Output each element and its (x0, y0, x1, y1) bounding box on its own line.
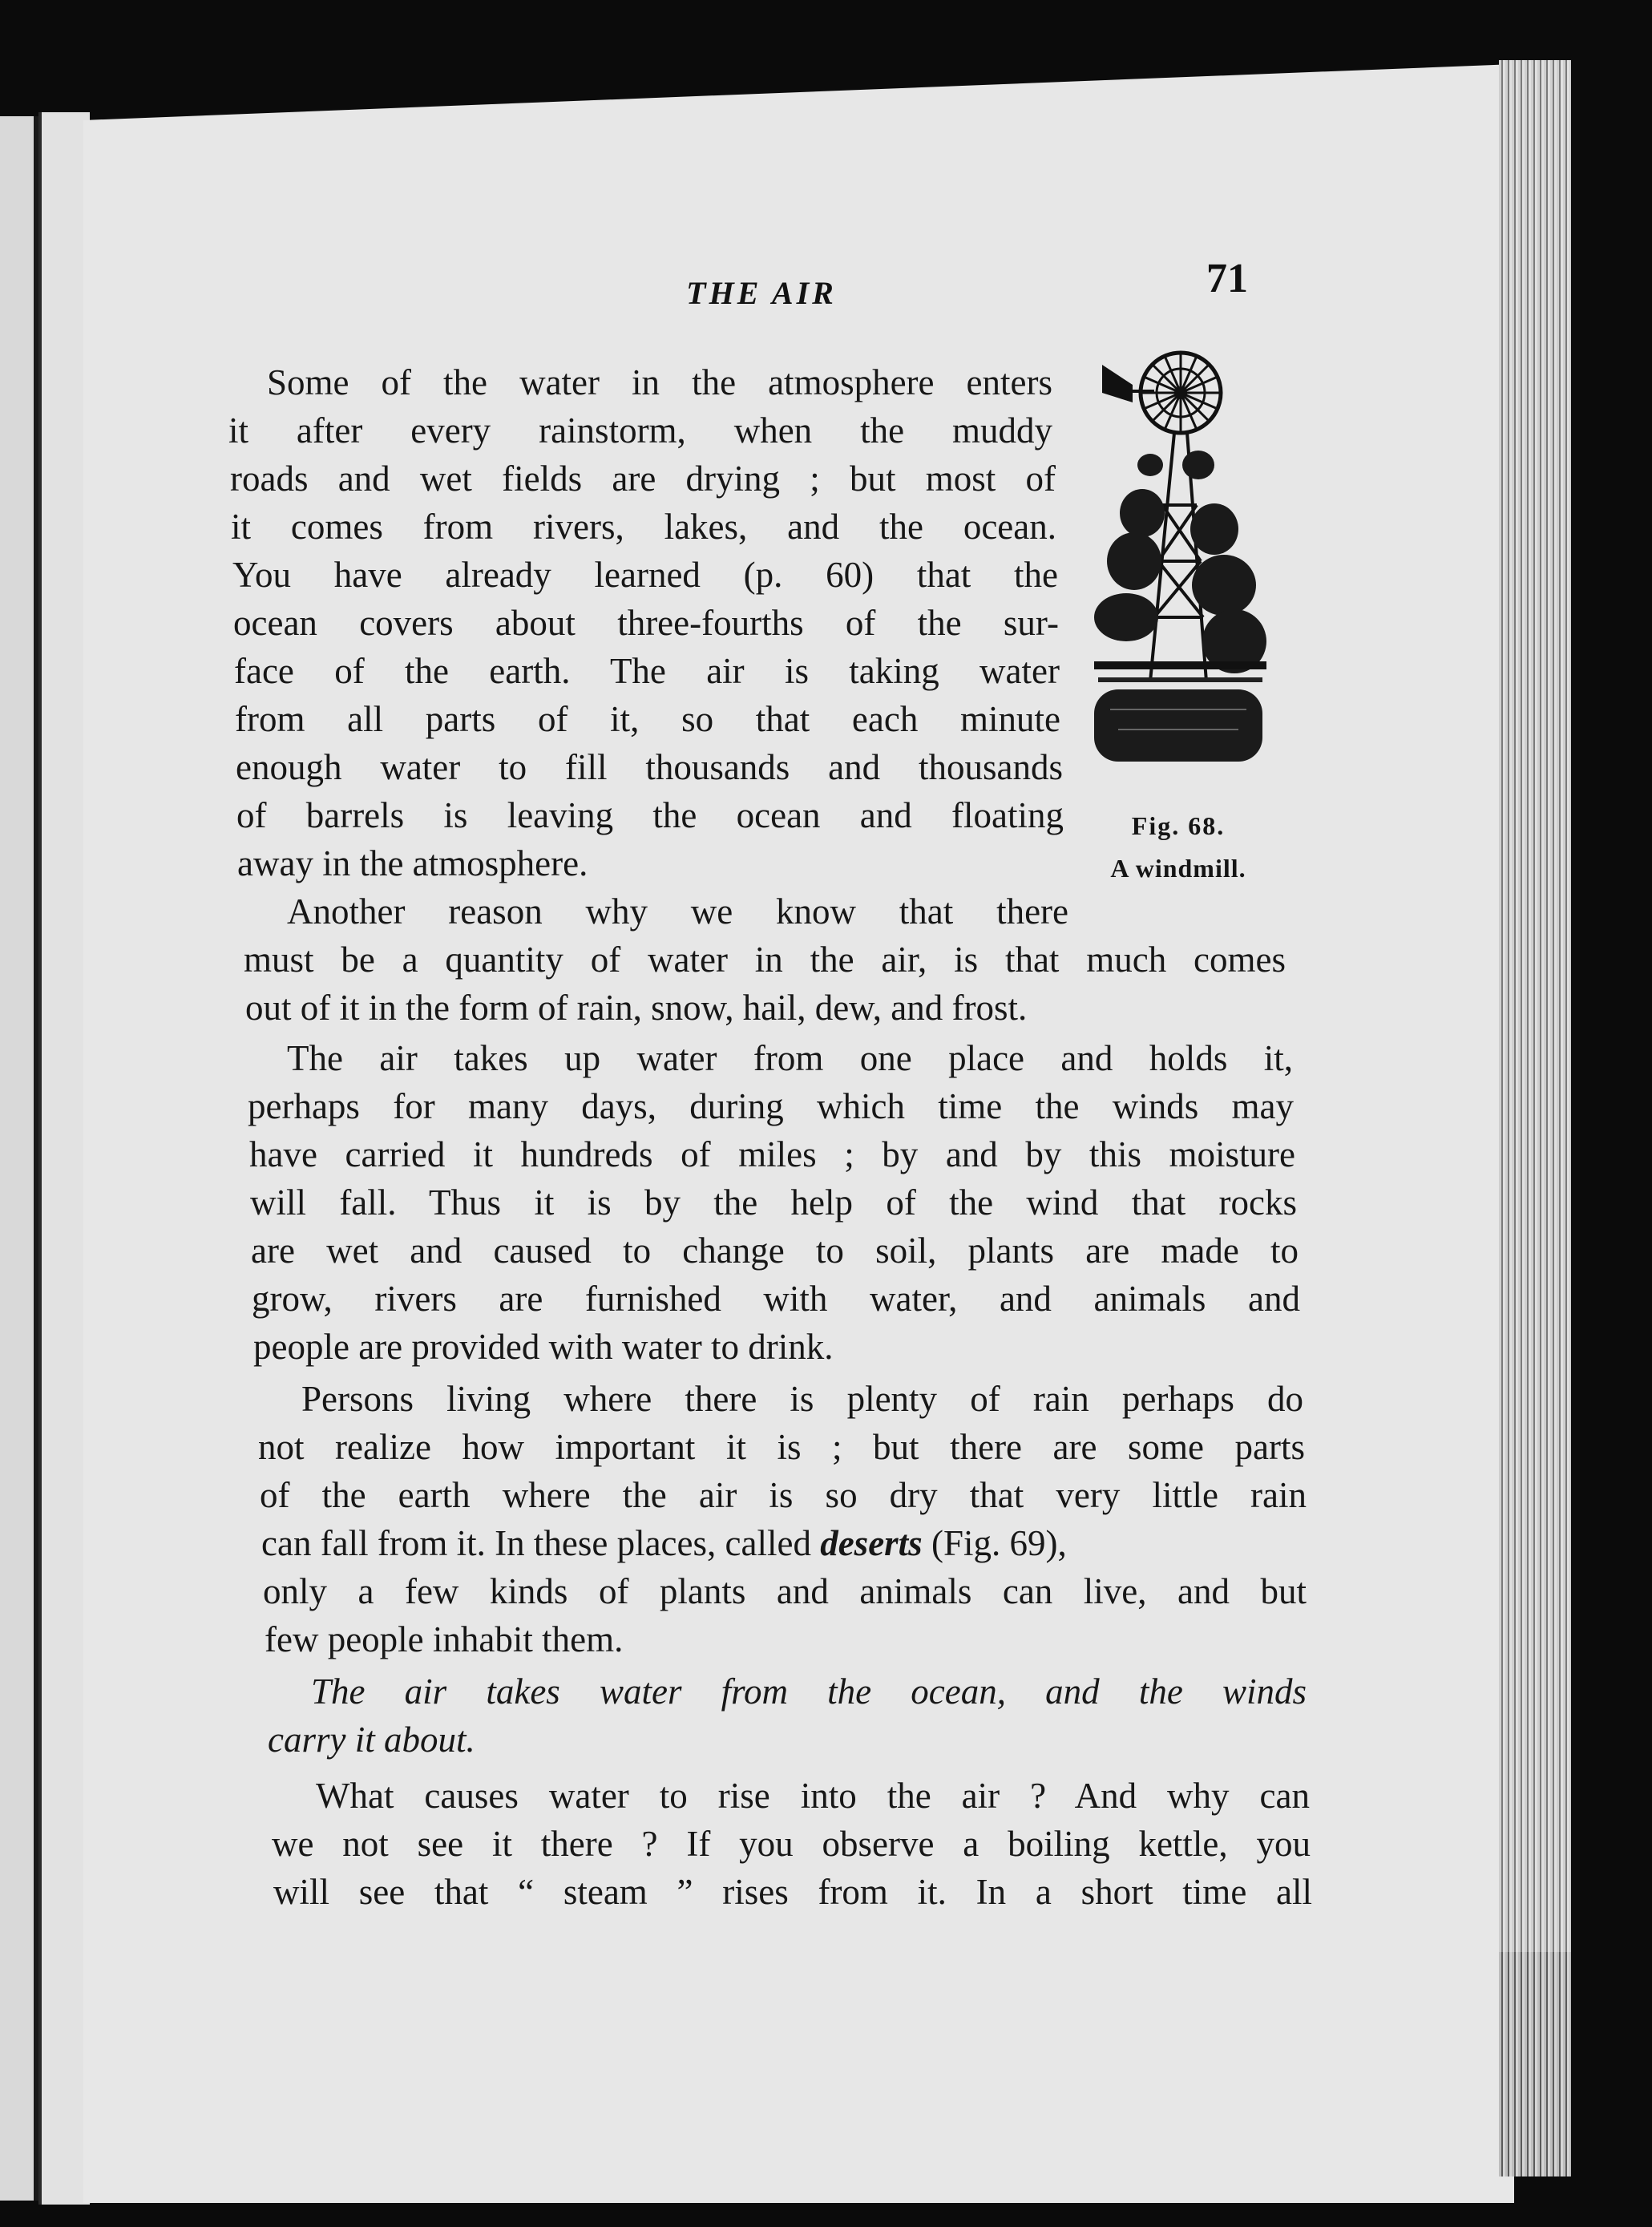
book-gutter (38, 112, 90, 2205)
text-line: not realize how important it is ; but there are some parts (258, 1427, 1305, 1467)
windmill-illustration (1086, 345, 1270, 794)
emphasized-term: deserts (820, 1523, 923, 1563)
text-line: of barrels is leaving the ocean and floating (236, 795, 1064, 835)
text-line: Some of the water in the atmosphere enters (267, 362, 1052, 402)
text-line: have carried it hundreds of miles ; by and by this moisture (249, 1134, 1295, 1174)
text-line: Persons living where there is plenty of rain perhaps do (301, 1379, 1303, 1419)
text-line: face of the earth. The air is taking water (234, 651, 1060, 691)
text-line: The air takes up water from one place and holds it, (287, 1038, 1293, 1078)
text-line: from all parts of it, so that each minute (235, 699, 1060, 739)
text-line: must be a quantity of water in the air, is that much comes (244, 940, 1286, 980)
text-line: roads and wet fields are drying ; but most of (230, 459, 1056, 499)
text-line (261, 1519, 1308, 1567)
running-head: THE AIR (686, 275, 837, 311)
text-line: What causes water to rise into the air ? And why can (316, 1776, 1310, 1816)
figure-reference: (Fig. 69), (931, 1523, 1067, 1563)
text-line: it comes from rivers, lakes, and the ocean. (231, 507, 1056, 547)
text-line: You have already learned (p. 60) that the (232, 555, 1058, 595)
text-line: of the earth where the air is so dry that very little rain (260, 1475, 1307, 1515)
facing-page-edge (0, 116, 38, 2201)
page-block-edge-lower (1499, 1952, 1571, 2176)
figure-label: Fig. 68. (1131, 811, 1226, 840)
text-line: out of it in the form of rain, snow, hail, dew, and frost. (245, 988, 1028, 1028)
text-line: are wet and caused to change to soil, plants are made to (251, 1231, 1299, 1271)
text-line: only a few kinds of plants and animals can live, and but (263, 1571, 1307, 1611)
text-line: we not see it there ? If you observe a boiling kettle, you (272, 1824, 1311, 1864)
text-segment: can fall from it. In these places, called (261, 1523, 811, 1563)
summary-line: carry it about. (268, 1720, 475, 1760)
page-block-edge (1499, 60, 1571, 1952)
text-line: people are provided with water to drink. (253, 1327, 834, 1367)
text-line: will fall. Thus it is by the help of the wind that rocks (250, 1182, 1297, 1223)
text-line: grow, rivers are furnished with water, and animals and (252, 1279, 1300, 1319)
summary-line: The air takes water from the ocean, and the winds (311, 1671, 1307, 1712)
text-line: perhaps for many days, during which time the winds may (248, 1086, 1294, 1126)
text-line: away in the atmosphere. (237, 843, 588, 883)
page-number: 71 (1206, 256, 1248, 301)
text-line: enough water to fill thousands and thousands (236, 747, 1063, 787)
text-line: few people inhabit them. (265, 1619, 624, 1659)
text-line: Another reason why we know that there (287, 891, 1068, 932)
text-line: it after every rainstorm, when the muddy (228, 410, 1052, 451)
text-line: will see that “ steam ” rises from it. In a short time all (273, 1872, 1312, 1912)
text-line: ocean covers about three-fourths of the sur- (233, 603, 1059, 643)
figure-caption: A windmill. (1110, 854, 1246, 883)
